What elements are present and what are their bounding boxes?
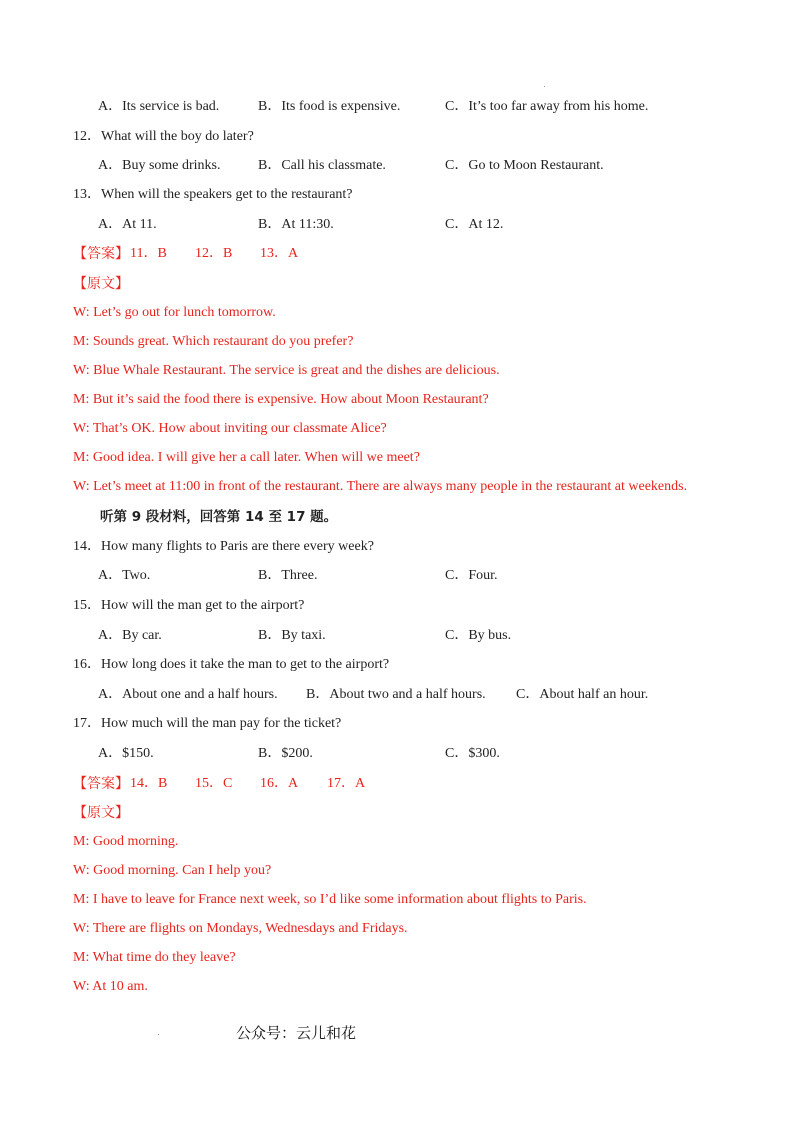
- q14-option-a: A．Two.: [98, 568, 151, 583]
- answer-item: 17．A: [327, 776, 366, 791]
- q12-stem: 12．What will the boy do later?: [73, 129, 254, 144]
- transcript-line: W: Good morning. Can I help you?: [73, 863, 272, 878]
- answer-item: 16．A: [260, 776, 299, 791]
- transcript-line: W: At 10 am.: [73, 979, 148, 994]
- q14-option-c: C．Four.: [445, 568, 498, 583]
- q17-option-b: B．$200.: [258, 746, 313, 761]
- q16-option-c: C．About half an hour.: [516, 687, 649, 702]
- answer-item: 11．B: [130, 246, 167, 261]
- transcript-label: 【原文】: [73, 276, 129, 292]
- transcript-line: M: What time do they leave?: [73, 950, 236, 965]
- q12-option-a: A．Buy some drinks.: [98, 158, 221, 173]
- transcript-line: W: Let’s meet at 11:00 in front of the restaurant. There are always many people in the restaurant at weekends.: [73, 479, 688, 494]
- q16-option-a: A．About one and a half hours.: [98, 687, 278, 702]
- transcript-line: M: Good morning.: [73, 834, 179, 849]
- transcript-line: M: Sounds great. Which restaurant do you prefer?: [73, 334, 354, 349]
- transcript-line: W: That’s OK. How about inviting our classmate Alice?: [73, 421, 387, 436]
- transcript-label: 【原文】: [73, 805, 129, 821]
- q14-stem: 14．How many flights to Paris are there every week?: [73, 539, 374, 554]
- answer-item: 13．A: [260, 246, 299, 261]
- q15-option-c: C．By bus.: [445, 628, 512, 643]
- transcript-line: W: There are flights on Mondays, Wednesdays and Fridays.: [73, 921, 408, 936]
- transcript-line: M: But it’s said the food there is expensive. How about Moon Restaurant?: [73, 392, 489, 407]
- q11-option-a: A．Its service is bad.: [98, 99, 220, 114]
- answer-label: 【答案】: [73, 246, 129, 262]
- q11-option-b: B．Its food is expensive.: [258, 99, 401, 114]
- q13-option-b: B．At 11:30.: [258, 217, 334, 232]
- q17-option-c: C．$300.: [445, 746, 500, 761]
- transcript-line: W: Blue Whale Restaurant. The service is great and the dishes are delicious.: [73, 363, 500, 378]
- answer-item: 14．B: [130, 776, 168, 791]
- answer-item: 12．B: [195, 246, 233, 261]
- answer-item: 15．C: [195, 776, 233, 791]
- q12-option-b: B．Call his classmate.: [258, 158, 386, 173]
- q15-option-b: B．By taxi.: [258, 628, 326, 643]
- stray-dot: [544, 86, 545, 87]
- transcript-line: W: Let’s go out for lunch tomorrow.: [73, 305, 276, 320]
- footer-wechat-account: 公众号：云儿和花: [236, 1024, 357, 1042]
- transcript-line: M: I have to leave for France next week, so I’d like some information about flights to Paris.: [73, 892, 587, 907]
- q12-option-c: C．Go to Moon Restaurant.: [445, 158, 604, 173]
- q15-option-a: A．By car.: [98, 628, 162, 643]
- q17-option-a: A．$150.: [98, 746, 154, 761]
- q13-option-a: A．At 11.: [98, 217, 157, 232]
- section-heading: 听第 9 段材料，回答第 14 至 17 题。: [100, 509, 338, 525]
- q14-option-b: B．Three.: [258, 568, 318, 583]
- q16-stem: 16．How long does it take the man to get to the airport?: [73, 657, 390, 672]
- q15-stem: 15．How will the man get to the airport?: [73, 598, 305, 613]
- q16-option-b: B．About two and a half hours.: [306, 687, 486, 702]
- q11-option-c: C．It’s too far away from his home.: [445, 99, 649, 114]
- transcript-line: M: Good idea. I will give her a call later. When will we meet?: [73, 450, 420, 465]
- answer-label: 【答案】: [73, 776, 129, 792]
- q13-stem: 13．When will the speakers get to the restaurant?: [73, 187, 353, 202]
- q17-stem: 17．How much will the man pay for the ticket?: [73, 716, 342, 731]
- stray-dot: [158, 1034, 159, 1035]
- q13-option-c: C．At 12.: [445, 217, 504, 232]
